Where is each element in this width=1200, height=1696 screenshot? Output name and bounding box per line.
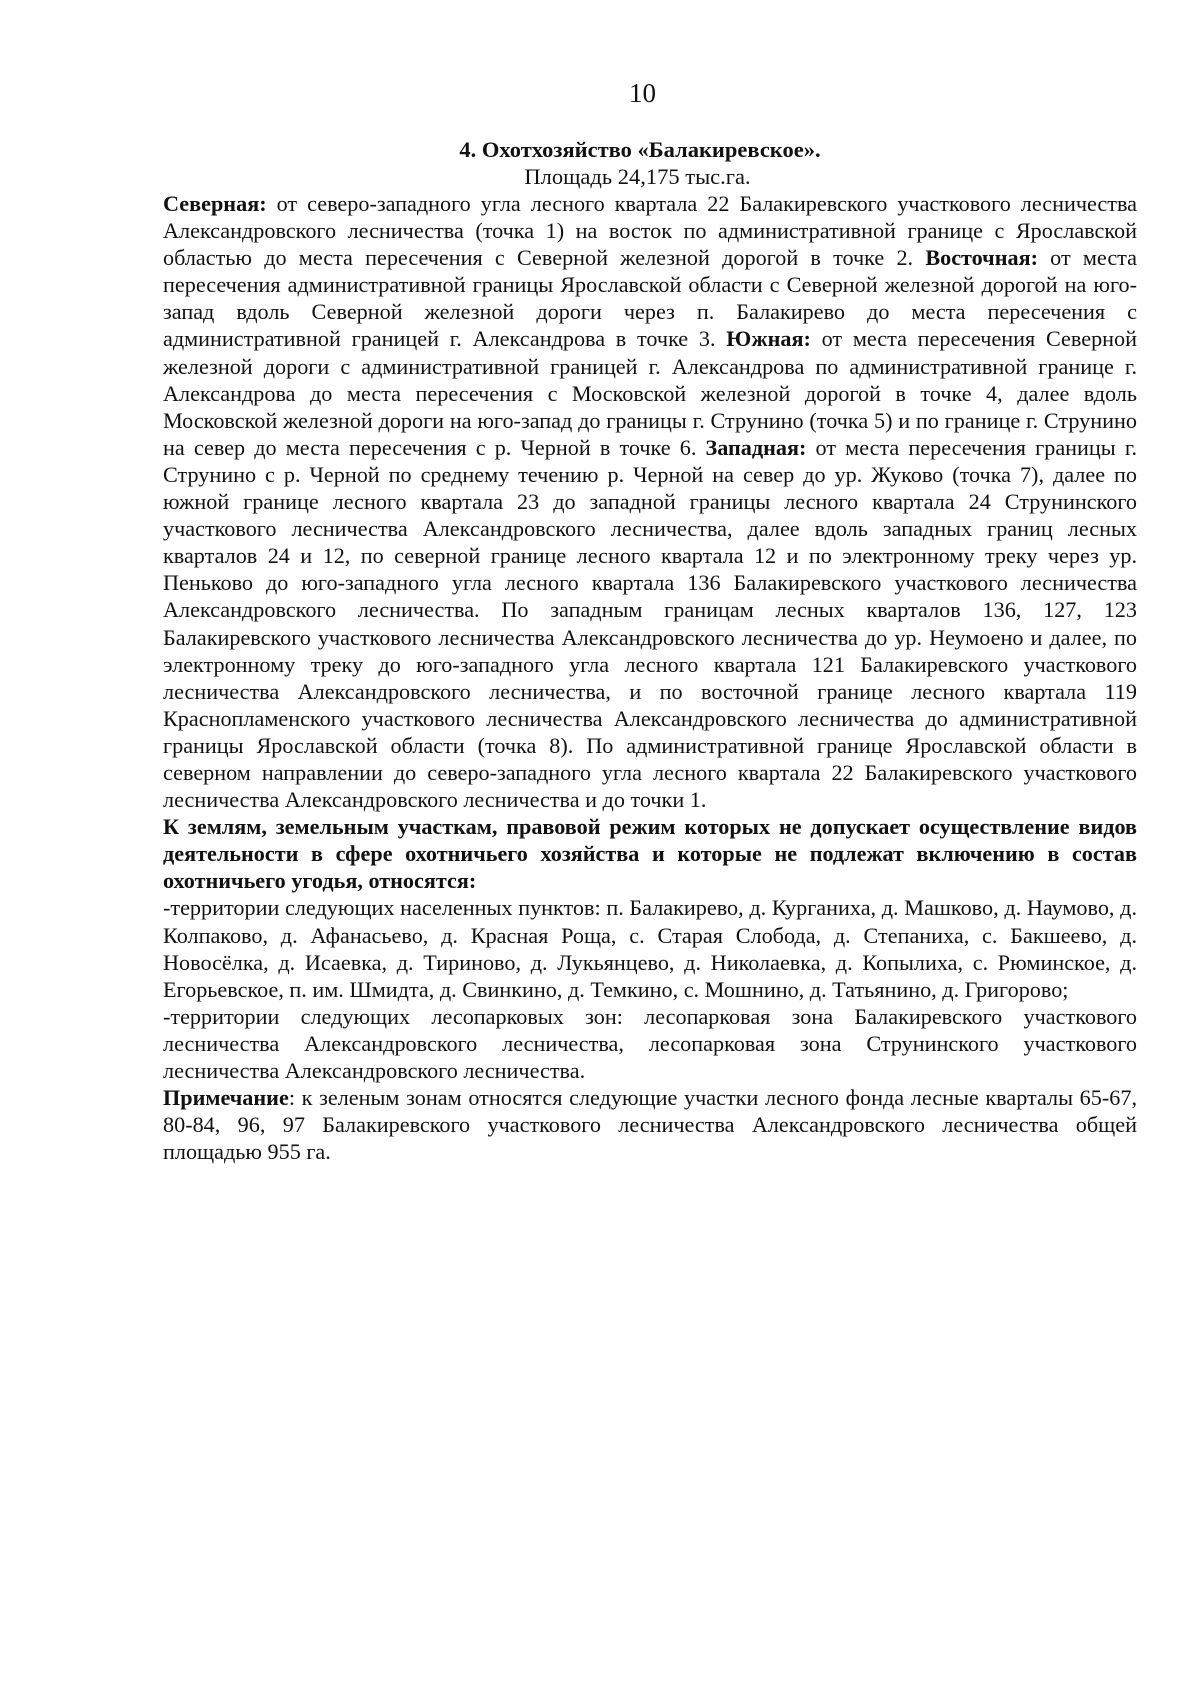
east-boundary-label: Восточная:	[925, 245, 1038, 271]
section-title: 4. Охотхозяйство «Балакиревское».	[459, 137, 821, 162]
restricted-lands-heading: К землям, земельным участкам, правовой режим которых не допускает осуществление видов деятельности в сфере охотничьего хозяйства и которые не подлежат включению в состав охотничьего угодья, относятся:	[163, 814, 1137, 894]
settlements-paragraph: -территории следующих населенных пунктов: п. Балакирево, д. Курганиха, д. Машково, д. Наумово, д. Колпаково, д. Афанасьево, д. Красная Роща, с. Старая Слобода, д. Степаниха, с. Бакшеево, д. Новосёлка, д. Исаевка, д. Тириново, д. Лукьянцево, д. Николаевка, д. Копылиха, с. Рюминское, д. Егорьевское, п. им. Шмидта, д. Свинкино, д. Темкино, с. Мошнино, д. Татьянино, д. Григорово;	[163, 895, 1137, 1002]
area-line: Площадь 24,175 тыс.га.	[524, 164, 751, 189]
note-paragraph	[163, 1084, 1137, 1165]
document-body	[163, 190, 1137, 1165]
forest-parks-paragraph: -территории следующих лесопарковых зон: лесопарковая зона Балакиревского участкового лесничества Александровского лесничества, лесопарковая зона Струнинского участкового лесничества Александровского лесничества.	[163, 1003, 1137, 1083]
west-boundary-text: от места пересечения границы г. Струнино с р. Черной по среднему течению р. Черной на север до ур. Жуково (точка 7), далее по южной границе лесного квартала 23 до западной границы лесного квартала 24 Струнинского участкового лесничества Александровского лесничества, далее вдоль западных границ лесных кварталов 24 и 12, по северной границе лесного квартала 12 и по электронному треку через ур. Пеньково до юго-западного угла лесного квартала 136 Балакиревского участкового лесничества Александровского лесничества. По западным границам лесных кварталов 136, 127, 123 Балакиревского участкового лесничества Александровского лесничества до ур. Неумоено и далее, по электронному треку до юго-западного угла лесного квартала 121 Балакиревского участкового лесничества Александровского лесничества, и по восточной границе лесного квартала 119 Краснопламенского участкового лесничества Александровского лесничества до административной границы Ярославской области (точка 8). По административной границе Ярославской области в северном направлении до северо-западного угла лесного квартала 22 Балакиревского участкового лесничества Александровского лесничества и до точки 1.	[163, 434, 1137, 813]
note-label: Примечание	[163, 1085, 289, 1111]
east-boundary-text: от места пересечения административной границы Ярославской области с Северной железной дорогой на юго-запад вдоль Северной железной дороги через п. Балакирево до места пересечения с административной границей г. Александрова в точке 3.	[163, 245, 1137, 352]
north-boundary-label: Северная:	[163, 191, 267, 216]
north-boundary-text: от северо-западного угла лесного квартала 22 Балакиревского участкового лесничества Александровского лесничества (точка 1) на восток по административной границе с Ярославской областью до места пересечения с Северной железной дорогой в точке 2.	[163, 191, 1137, 271]
south-boundary-text: от места пересечения Северной железной дороги с административной границей г. Александрова по административной границе г. Александрова до места пересечения с Московской железной дорогой в точке 4, далее вдоль Московской железной дороги на юго-запад до границы г. Струнино (точка 5) и по границе г. Струнино на север до места пересечения с р. Черной в точке 6.	[163, 326, 1137, 460]
south-boundary-label: Южная:	[726, 326, 811, 352]
note-text: : к зеленым зонам относятся следующие участки лесного фонда лесные кварталы 65-67, 80-84, 96, 97 Балакиревского участкового лесничества Александровского лесничества общей площадью 955 га.	[163, 1085, 1137, 1165]
page-number: 10	[629, 78, 656, 108]
boundary-description	[163, 190, 1137, 813]
west-boundary-label: Западная:	[705, 434, 807, 460]
